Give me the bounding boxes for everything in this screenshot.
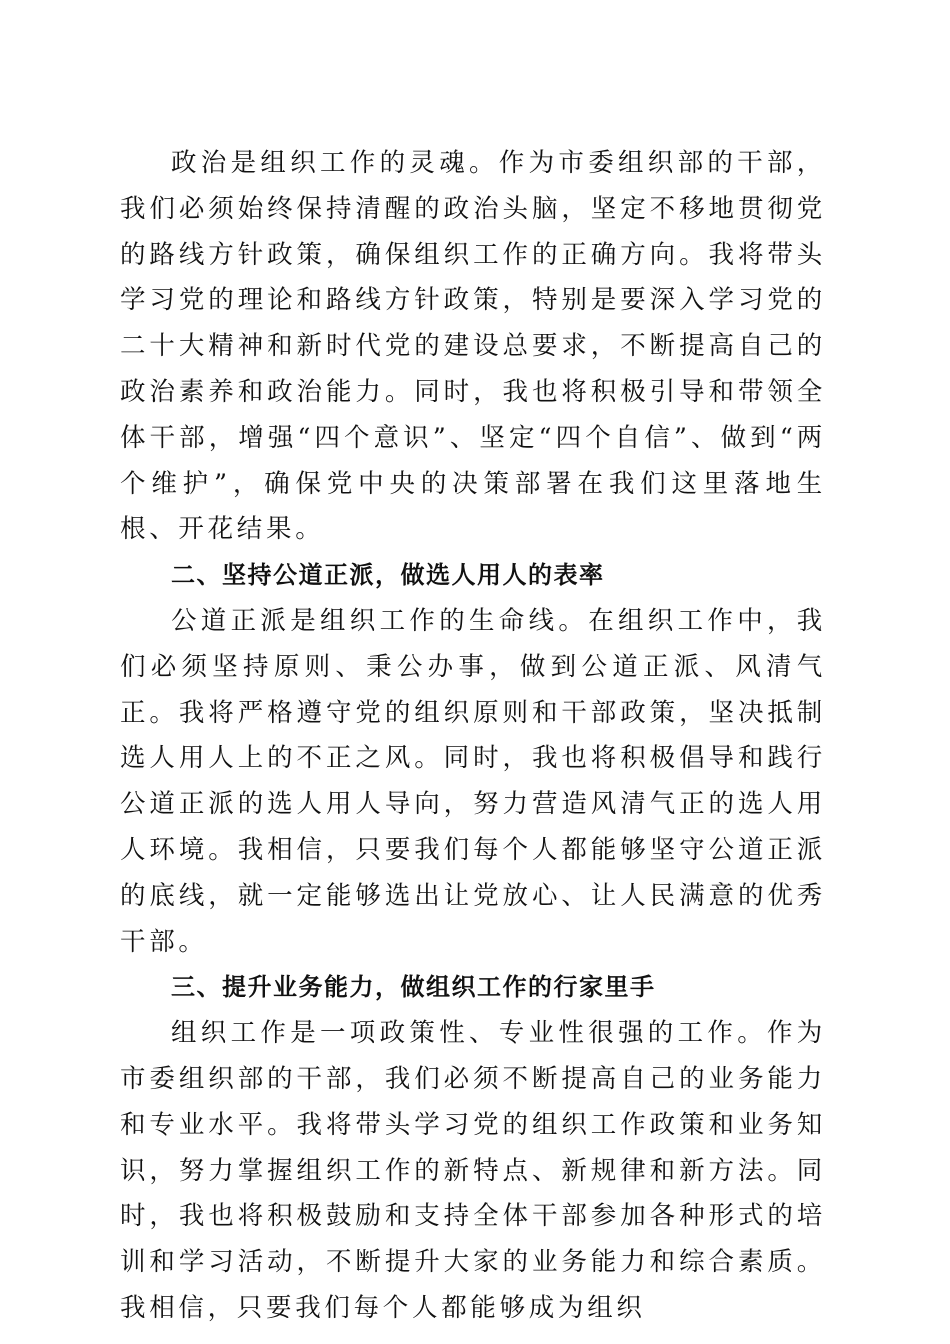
paragraph-political-soul: 政治是组织工作的灵魂。作为市委组织部的干部，我们必须始终保持清醒的政治头脑，坚定不移地贯彻党的路线方针政策，确保组织工作的正确方向。我将带头学习党的理论和路线方针政策，特别是要深入学习党的二十大精神和新时代党的建设总要求，不断提高自己的政治素养和政治能力。同时，我也将积极引导和带领全体干部，增强“四个意识”、坚定“四个自信”、做到“两个维护”，确保党中央的决策部署在我们这里落地生根、开花结果。 (120, 148, 826, 545)
paragraph-fairness: 公道正派是组织工作的生命线。在组织工作中，我们必须坚持原则、秉公办事，做到公道正派、风清气正。我将严格遵守党的组织原则和干部政策，坚决抵制选人用人上的不正之风。同时，我也将积极倡导和践行公道正派的选人用人导向，努力营造风清气正的选人用人环境。我相信，只要我们每个人都能够坚守公道正派的底线，就一定能够选出让党放心、让人民满意的优秀干部。 (120, 605, 826, 957)
section-heading-professional-ability: 三、提升业务能力，做组织工作的行家里手 (171, 973, 656, 1002)
section-heading-fairness: 二、坚持公道正派，做选人用人的表率 (171, 561, 605, 590)
paragraph-professional-ability: 组织工作是一项政策性、专业性很强的工作。作为市委组织部的干部，我们必须不断提高自己的业务能力和专业水平。我将带头学习党的组织工作政策和业务知识，努力掌握组织工作的新特点、新规律和新方法。同时，我也将积极鼓励和支持全体干部参加各种形式的培训和学习活动，不断提升大家的业务能力和综合素质。我相信，只要我们每个人都能够成为组织 (120, 1018, 826, 1323)
document-body (120, 141, 826, 1332)
